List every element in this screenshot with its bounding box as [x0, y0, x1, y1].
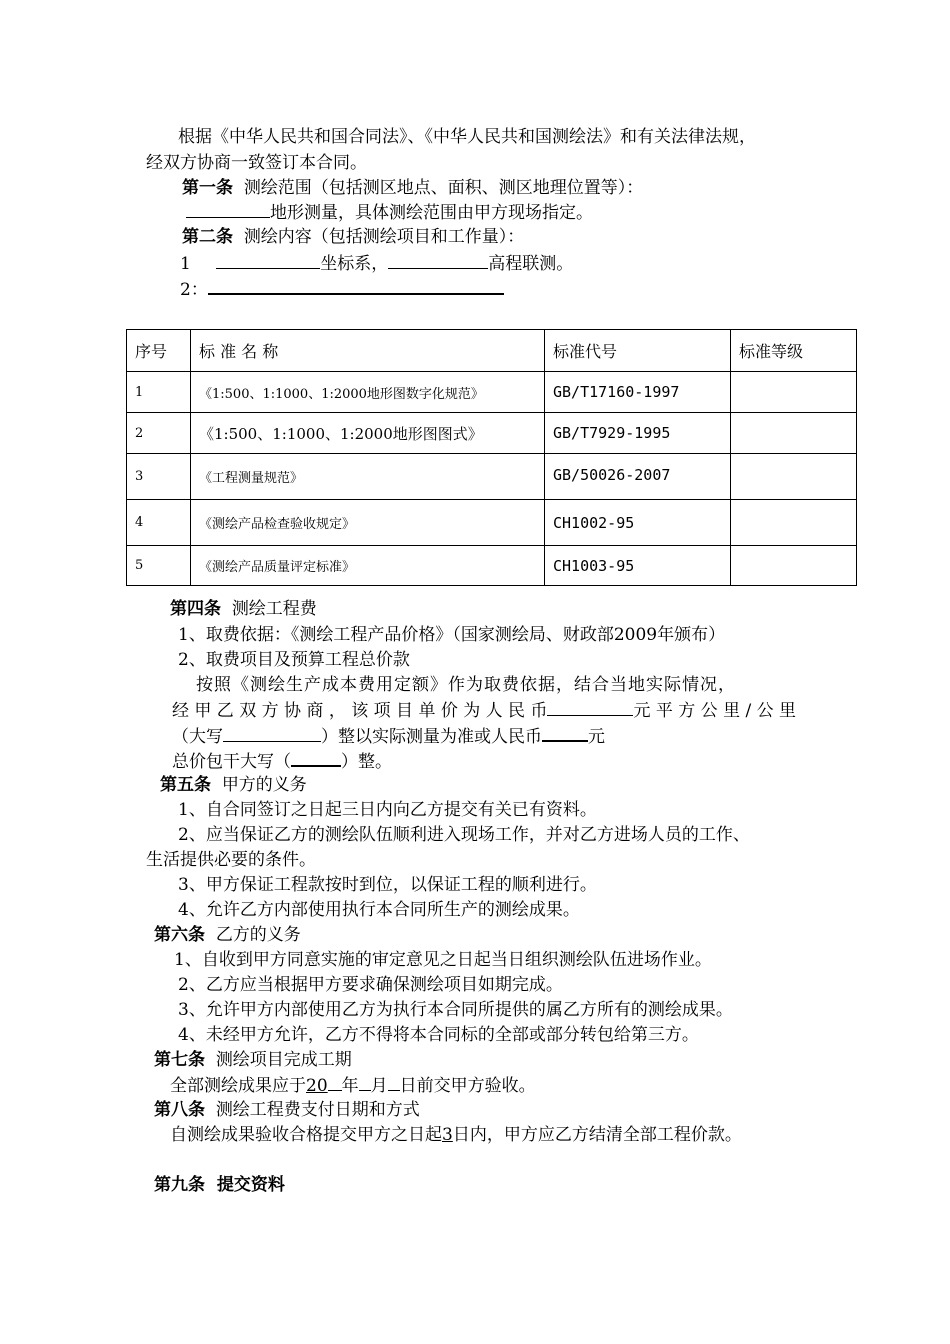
intro-line-1: 根据《中华人民共和国合同法》、《中华人民共和国测绘法》和有关法律法规，: [178, 127, 756, 147]
deadline-year: 20: [306, 1076, 328, 1096]
item-2-blank: [208, 277, 504, 295]
article-4-p1: 1、取费依据：《测绘工程产品价格》（国家测绘局、财政部2009年颁布）: [178, 625, 726, 645]
article-2-item-2: [180, 277, 504, 301]
table-row: [127, 413, 857, 454]
day-text: 日前交甲方验收。: [399, 1076, 536, 1096]
article-6-item-1: 1、自收到甲方同意实施的审定意见之日起当日组织测绘队伍进场作业。: [174, 950, 712, 970]
article-2-title: 测绘内容（包括测绘项目和工作量）：: [243, 227, 525, 247]
row-name: 《1:500、1:1000、1:2000地形图数字化规范》: [191, 372, 545, 413]
article-1-title: 测绘范围（包括测区地点、面积、测区地理位置等）：: [243, 178, 644, 198]
row-code: GB/T17160-1997: [545, 372, 731, 413]
rmb-unit: 元: [588, 727, 605, 747]
article-1-body: [186, 201, 593, 224]
row-no: 3: [127, 454, 191, 500]
header-name: 标 准 名 称: [191, 330, 545, 372]
row-name: 《1:500、1:1000、1:2000地形图图式》: [191, 413, 545, 454]
row-no: 2: [127, 413, 191, 454]
table-header-row: [127, 330, 857, 372]
row-no: 1: [127, 372, 191, 413]
lump-sum-close: ）整。: [341, 752, 392, 772]
year-blank: [328, 1074, 342, 1091]
article-4-p3: 按照《测绘生产成本费用定额》作为取费依据，结合当地实际情况，: [196, 675, 736, 695]
deadline-text: 全部测绘成果应于: [170, 1076, 306, 1096]
article-6-item-4: 4、未经甲方允许，乙方不得将本合同标的全部或部分转包给第三方。: [178, 1025, 699, 1045]
article-8-heading: [154, 1099, 420, 1121]
day-blank: [388, 1074, 400, 1091]
item-1-end: 高程联测。: [488, 254, 574, 274]
row-code: CH1002-95: [545, 500, 731, 546]
lump-sum-blank: [291, 749, 341, 767]
article-7-heading: [154, 1049, 352, 1071]
payment-days: 3: [442, 1125, 453, 1145]
capital-blank: [223, 725, 321, 742]
table-row: [127, 546, 857, 586]
article-8-title: 测绘工程费支付日期和方式: [215, 1100, 420, 1120]
article-2-item-1: [180, 252, 573, 275]
article-4-p5: [172, 724, 605, 748]
intro-line-2: 经双方协商一致签订本合同。: [146, 153, 367, 173]
row-level: [731, 546, 857, 586]
article-1-body-text: 地形测量，具体测绘范围由甲方现场指定。: [270, 203, 593, 223]
article-4-label: 第四条: [170, 599, 221, 619]
article-8-body: [170, 1124, 742, 1146]
table-row: [127, 372, 857, 413]
article-2-label: 第二条: [182, 227, 233, 247]
row-level: [731, 454, 857, 500]
article-5-title: 甲方的义务: [221, 775, 307, 795]
article-5-label: 第五条: [160, 775, 211, 795]
payment-text-end: 日内，甲方应乙方结清全部工程价款。: [452, 1125, 742, 1145]
unit-price-unit: 元 平 方 公 里 / 公 里: [633, 701, 797, 721]
article-4-title: 测绘工程费: [231, 599, 317, 619]
month-unit: 月: [370, 1076, 388, 1096]
row-no: 4: [127, 500, 191, 546]
article-4-heading: [170, 598, 317, 620]
row-name: 《工程测量规范》: [191, 454, 545, 500]
header-level: 标准等级: [731, 330, 857, 372]
article-9-title: 提交资料: [216, 1175, 285, 1195]
lump-sum-open: 总价包干大写（: [172, 752, 291, 772]
row-code: GB/50026-2007: [545, 454, 731, 500]
article-6-title: 乙方的义务: [215, 925, 301, 945]
scope-blank: [186, 201, 270, 218]
article-9-heading: [154, 1174, 285, 1196]
header-no: 序号: [127, 330, 191, 372]
row-code: GB/T7929-1995: [545, 413, 731, 454]
unit-price-blank: [547, 699, 633, 716]
article-4-p4: [172, 699, 796, 722]
row-level: [731, 500, 857, 546]
article-4-p6: [172, 749, 392, 773]
article-5-item-4: 4、允许乙方内部使用执行本合同所生产的测绘成果。: [178, 900, 580, 920]
article-5-item-3: 3、甲方保证工程款按时到位，以保证工程的顺利进行。: [178, 875, 597, 895]
row-no: 5: [127, 546, 191, 586]
row-level: [731, 413, 857, 454]
article-6-label: 第六条: [154, 925, 205, 945]
article-1-heading: [182, 177, 643, 199]
capital-close: ）整以实际测量为准或人民币: [321, 727, 542, 747]
standards-table: [126, 329, 857, 586]
article-6-heading: [154, 924, 301, 946]
year-unit: 年: [341, 1076, 359, 1096]
item-1-mid: 坐标系，: [320, 254, 389, 274]
elevation-blank: [388, 252, 488, 269]
item-2-number: 2：: [180, 280, 208, 300]
article-4-p2: 2、取费项目及预算工程总价款: [178, 650, 410, 670]
coord-system-blank: [216, 252, 320, 269]
item-1-number: 1: [180, 254, 191, 274]
article-5-item-2a: 2、应当保证乙方的测绘队伍顺利进入现场工作，并对乙方进场人员的工作、: [178, 825, 750, 845]
row-code: CH1003-95: [545, 546, 731, 586]
article-5-item-1: 1、自合同签订之日起三日内向乙方提交有关已有资料。: [178, 800, 597, 820]
article-9-label: 第九条: [154, 1175, 205, 1195]
article-7-body: [170, 1074, 536, 1097]
payment-text: 自测绘成果验收合格提交甲方之日起: [170, 1125, 442, 1145]
table-row: [127, 454, 857, 500]
article-1-label: 第一条: [182, 178, 233, 198]
article-5-item-2b: 生活提供必要的条件。: [146, 850, 316, 870]
article-5-heading: [160, 774, 307, 796]
unit-price-text: 经 甲 乙 双 方 协 商 ， 该 项 目 单 价 为 人 民 币: [172, 701, 548, 721]
article-8-label: 第八条: [154, 1100, 205, 1120]
table-row: [127, 500, 857, 546]
row-level: [731, 372, 857, 413]
row-name: 《测绘产品检查验收规定》: [191, 500, 545, 546]
article-2-heading: [182, 226, 524, 248]
capital-open: （大写: [172, 727, 223, 747]
row-name: 《测绘产品质量评定标准》: [191, 546, 545, 586]
article-7-label: 第七条: [154, 1050, 205, 1070]
rmb-blank: [542, 724, 588, 742]
article-6-item-3: 3、允许甲方内部使用乙方为执行本合同所提供的属乙方所有的测绘成果。: [178, 1000, 733, 1020]
article-7-title: 测绘项目完成工期: [215, 1050, 352, 1070]
header-code: 标准代号: [545, 330, 731, 372]
article-6-item-2: 2、乙方应当根据甲方要求确保测绘项目如期完成。: [178, 975, 563, 995]
month-blank: [359, 1074, 371, 1091]
